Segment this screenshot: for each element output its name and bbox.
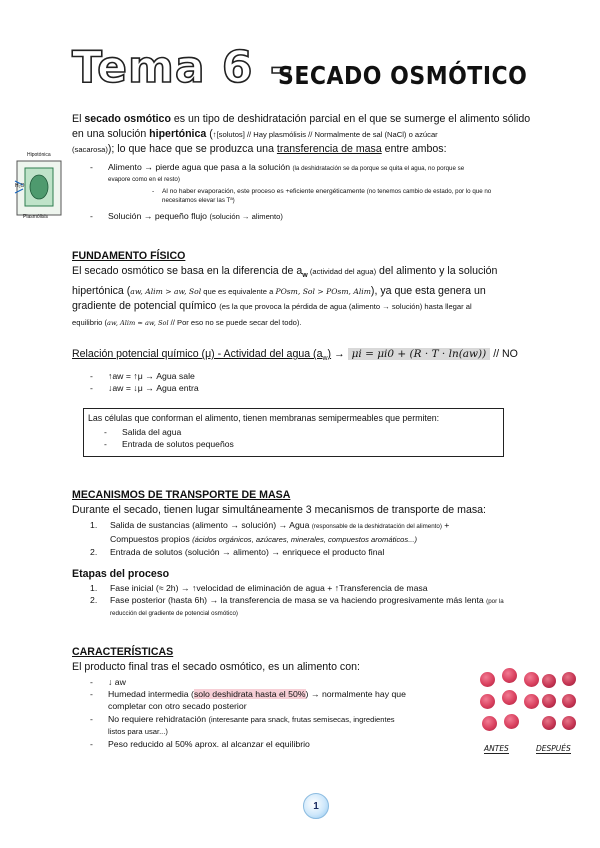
mecanismos-list: 1. Salida de sustancias (alimento → solución) → Agua (responsable de la deshidratación del alimento) + Compuestos propios (ácidos orgánicos, azúcares, minerales, compuestos aromáticos...) 2. Entrada de solutos (solución → alimento) → enriquece el producto final <box>90 520 450 558</box>
membrane-note-text: Las células que conforman el alimento, tienen membranas semipermeables que permiten: <box>88 413 440 423</box>
relacion-bullets: - ↑aw = ↑μ → Agua sale - ↓aw = ↓μ → Agua entra <box>90 371 199 394</box>
fundamento-paragraph: El secado osmótico se basa en la diferencia de $a_w$ (actividad del agua) del alimento y la solución hipertónica (aw, Alim > aw, Sol que es equivalente a POsm, Sol > POsm, Alim), ya que esta genera un gradiente de potencial químico (es la que provoca la pérdida de agua (alimento → solución) hasta llegar al equilibrio (aw, Alim ≈ aw, Sol // Por eso no se puede secar del todo). <box>72 265 498 327</box>
raspberry-label-after: DESPUÉS <box>536 744 571 753</box>
intro-line-3: (sacarosa)); lo que hace que se produzca una transferencia de masa entre ambos: <box>72 143 447 156</box>
intro-line-1: El secado osmótico es un tipo de deshidratación parcial en el que se sumerge el alimento sólido <box>72 113 531 125</box>
page-title: Tema 6 – <box>72 42 293 93</box>
relacion-line: Relación potencial químico (μ) - Actividad del agua $(a_w) \to \mu i = \mu i0 + (R \cdot T \cdot \ln(aw))$ // NO <box>72 348 518 363</box>
page-number-badge: 1 <box>303 793 329 819</box>
cell-label-left: H₂O <box>15 183 25 189</box>
intro-paragraph <box>72 112 532 158</box>
intro-line-2: en una solución hipertónica (↑[solutos] // Hay plasmólisis // Normalmente de sal (NaCl) o azúcar <box>72 127 438 140</box>
intro-bullet-2: - Solución → pequeño flujo (solución → alimento) <box>90 211 283 221</box>
raspberry-before-after-figure <box>476 666 586 762</box>
cell-label-bottom: Plasmólisis <box>23 214 49 220</box>
mecanismos-heading: MECANISMOS DE TRANSPORTE DE MASA <box>72 489 291 501</box>
membrane-note-list: - Salida del agua - Entrada de solutos pequeños <box>104 427 234 449</box>
cell-label-top: Hipotónica <box>27 152 51 158</box>
fundamento-heading: FUNDAMENTO FÍSICO <box>72 250 186 262</box>
etapas-heading: Etapas del proceso <box>72 568 170 580</box>
chemical-potential-formula: μi = μi0 + (R · T · ln(aw)) <box>348 348 491 360</box>
intro-sub-bullet: - Al no haber evaporación, este proceso es +eficiente energéticamente (no tenemos cambio de estado, por lo que no necesitamos elevar las Tª) <box>152 188 492 204</box>
mecanismos-intro: Durante el secado, tienen lugar simultáneamente 3 mecanismos de transporte de masa: <box>72 504 486 516</box>
caracteristicas-intro: El producto final tras el secado osmótico, es un alimento con: <box>72 661 360 673</box>
page-subtitle: SECADO OSMÓTICO <box>278 62 528 91</box>
caracteristicas-heading: CARACTERÍSTICAS <box>72 646 174 658</box>
intro-bullet-1: - Alimento → pierde agua que pasa a la solución (la deshidratación se da porque se quita el agua, no porque se evapore como en el resto) <box>90 162 465 184</box>
caracteristicas-list: - ↓ aw - Humedad intermedia (solo deshidrata hasta el 50%) → normalmente hay que completar con otro secado posterior - No requiere rehidratación (interesante para snack, frutas semisecas, ingredientes listos para usar...) - Peso reducido al 50% aprox. al alcanzar el equilibrio <box>90 677 406 750</box>
etapas-list: 1. Fase inicial (≈ 2h) → ↑velocidad de eliminación de agua + ↑Transferencia de masa 2. Fase posterior (hasta 6h) → la transferencia de masa se va haciendo progresivamente más lenta (por la reducción del gradiente de potencial osmótico) <box>90 583 504 618</box>
membrane-note-box <box>83 408 504 457</box>
plasmolysis-cell-figure <box>13 152 63 220</box>
plant-cell-icon <box>13 159 63 219</box>
raspberry-label-before: ANTES <box>484 744 509 753</box>
